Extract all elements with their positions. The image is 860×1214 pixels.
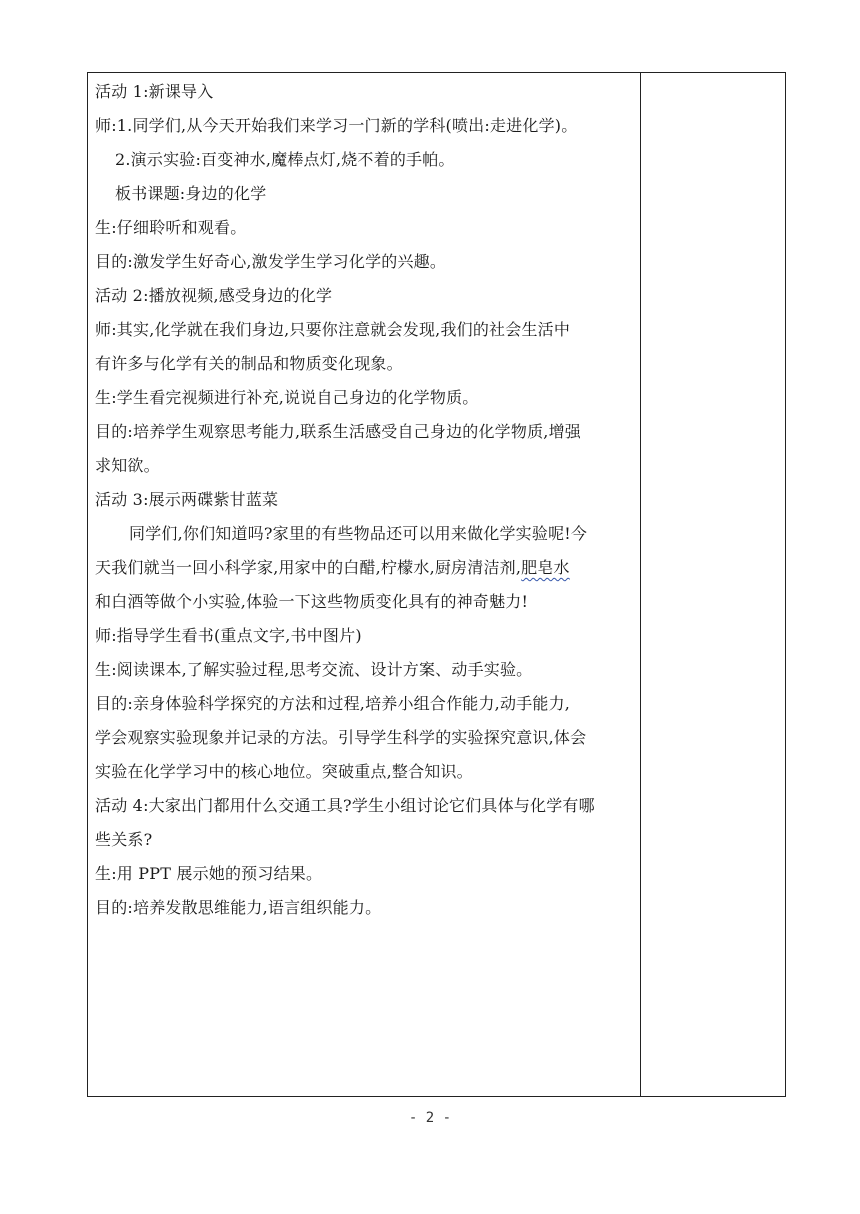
board-title-line: 板书课题:身边的化学 <box>115 184 267 203</box>
student-line: 生:阅读课本,了解实验过程,思考交流、设计方案、动手实验。 <box>95 660 533 679</box>
student-line: 生:仔细聆听和观看。 <box>95 218 247 237</box>
teacher-line: 师:指导学生看书(重点文字,书中图片) <box>95 626 362 645</box>
paragraph-line: 和白酒等做个小实验,体验一下这些物质变化具有的神奇魅力! <box>95 592 529 611</box>
activity-4-heading: 活动 4:大家出门都用什么交通工具?学生小组讨论它们具体与化学有哪 <box>95 796 595 815</box>
student-line: 生:用 PPT 展示她的预习结果。 <box>95 864 323 883</box>
purpose-line: 目的:培养发散思维能力,语言组织能力。 <box>95 898 382 917</box>
activity-4-heading-continued: 些关系? <box>95 830 153 849</box>
purpose-line-continued: 学会观察实验现象并记录的方法。引导学生科学的实验探究意识,体会 <box>95 728 587 747</box>
teacher-line: 师:其实,化学就在我们身边,只要你注意就会发现,我们的社会生活中 <box>95 320 571 339</box>
purpose-line: 目的:激发学生好奇心,激发学生学习化学的兴趣。 <box>95 252 447 271</box>
table-column-divider <box>640 72 641 1097</box>
paragraph-line-text: 天我们就当一回小科学家,用家中的白醋,柠檬水,厨房清洁剂, <box>95 558 522 577</box>
teacher-line: 师:1.同学们,从今天开始我们来学习一门新的学科(喷出:走进化学)。 <box>95 116 578 135</box>
demo-experiment-line: 2.演示实验:百变神水,魔棒点灯,烧不着的手帕。 <box>115 150 455 169</box>
purpose-line: 目的:亲身体验科学探究的方法和过程,培养小组合作能力,动手能力, <box>95 694 571 713</box>
paragraph-line <box>95 551 635 585</box>
student-line: 生:学生看完视频进行补充,说说自己身边的化学物质。 <box>95 388 479 407</box>
purpose-line: 目的:培养学生观察思考能力,联系生活感受自己身边的化学物质,增强 <box>95 422 581 441</box>
teacher-line-continued: 有许多与化学有关的制品和物质变化现象。 <box>95 354 403 373</box>
activity-3-heading: 活动 3:展示两碟紫甘蓝菜 <box>95 490 279 509</box>
purpose-line-continued: 求知欲。 <box>95 456 160 475</box>
paragraph-line: 同学们,你们知道吗?家里的有些物品还可以用来做化学实验呢!今 <box>129 524 588 543</box>
activity-1-heading: 活动 1:新课导入 <box>95 82 214 101</box>
page-number: - 2 - <box>408 1110 452 1126</box>
lesson-content <box>95 75 635 925</box>
activity-2-heading: 活动 2:播放视频,感受身边的化学 <box>95 286 333 305</box>
purpose-line-continued: 实验在化学学习中的核心地位。突破重点,整合知识。 <box>95 762 473 781</box>
underlined-word: 肥皂水 <box>521 558 570 577</box>
